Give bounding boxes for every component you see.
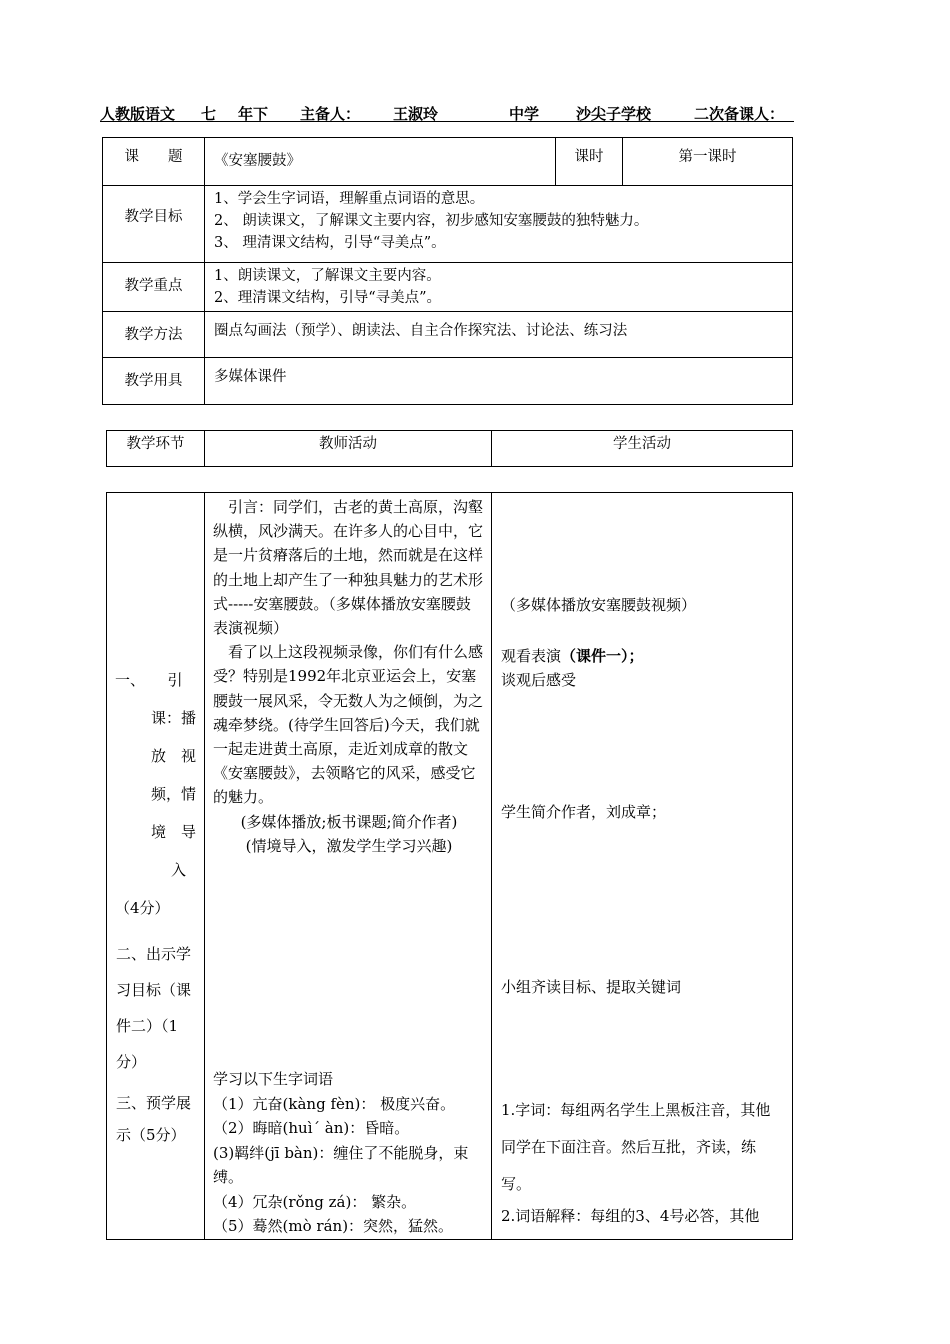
teacher-column (205, 493, 492, 1240)
student-feel: 谈观后感受 (501, 671, 577, 689)
vocab-item: （1）亢奋(kàng fèn)： 极度兴奋。 (213, 1094, 456, 1113)
topic-value: 《安塞腰鼓》 (205, 138, 556, 186)
teacher-note-1: (多媒体播放;板书课题;简介作者) (240, 812, 458, 831)
stage-header: 教学环节 (107, 431, 205, 467)
school-type: 中学 (509, 105, 540, 123)
focus-list (205, 263, 793, 312)
stage-3 (116, 1087, 202, 1151)
stage-1-title: 一、 引 (115, 671, 183, 689)
stage-2-line: 件二）（1 (116, 1017, 179, 1035)
focus-item: 1、朗读课文，了解课文主要内容。 (214, 268, 441, 284)
student-column (492, 493, 793, 1240)
teacher-intro-block (213, 495, 485, 858)
goal-item: 1、学会生字词语，理解重点词语的意思。 (214, 191, 485, 207)
stage-1-line: 课：播 (151, 709, 197, 727)
tools-value: 多媒体课件 (205, 358, 793, 405)
student-word-task-1: 1.字词：每组两名学生上黑板注音，其他同学在下面注音。然后互批，齐读，练写。 (501, 1101, 771, 1193)
teacher-header: 教师活动 (205, 431, 492, 467)
stage-1-line: 入 (171, 861, 187, 879)
grade: 七 (201, 105, 217, 123)
tools-label: 教学用具 (103, 358, 205, 405)
teacher-intro: 引言：同学们，古老的黄土高原，沟壑纵横，风沙满天。在许多人的心目中，它是一片贫瘠落后的土地，然而就是在这样的土地上却产生了一种独具魅力的艺术形式-----安塞腰鼓。（多媒体播放安塞腰鼓表演视频） (213, 498, 484, 638)
student-header: 学生活动 (492, 431, 793, 467)
vocab-title: 学习以下生字词语 (213, 1070, 334, 1088)
goal-item: 3、 理清课文结构，引导“寻美点”。 (214, 235, 446, 251)
stage-2 (116, 936, 202, 1080)
second-preparer-label: 二次备课人： (694, 105, 785, 123)
teacher-note-2: (情境导入，激发学生学习兴趣) (245, 836, 453, 855)
student-watch (501, 644, 785, 692)
method-label: 教学方法 (103, 312, 205, 358)
document-header (100, 103, 794, 122)
stage-1-line: 境 导 (151, 823, 197, 841)
lesson-info-table (102, 137, 793, 405)
focus-label: 教学重点 (103, 263, 205, 312)
student-goals-read: 小组齐读目标、提取关键词 (501, 978, 682, 996)
period-value: 第一课时 (623, 138, 793, 186)
stage-3-line: 三、预学展 (116, 1094, 192, 1112)
lead-name: 王淑玲 (393, 105, 439, 123)
publisher: 人教版语文 (100, 105, 176, 123)
lead-label: 主备人： (300, 105, 361, 123)
school-name: 沙尖子学校 (576, 105, 652, 123)
focus-item: 2、理清课文结构，引导“寻美点”。 (214, 290, 442, 306)
process-table (106, 492, 793, 1240)
vocab-item: （5）蓦然(mò rán)：突然，猛然。 (213, 1217, 454, 1235)
student-watch-text: 观看表演 (501, 647, 562, 665)
teacher-question: 看了以上这段视频录像，你们有什么感受？特别是1992年北京亚运会上，安塞腰鼓一展风采，令无数人为之倾倒，为之魂牵梦绕。(待学生回答后)今天，我们就一起走进黄土高原，走近刘成章的散文《安塞腰鼓》，去领略它的风采，感受它的魅力。 (213, 643, 484, 807)
goal-item: 2、 朗读课文，了解课文主要内容，初步感知安塞腰鼓的独特魅力。 (214, 213, 649, 229)
student-video: （多媒体播放安塞腰鼓视频） (501, 596, 697, 614)
vocab-item: （2）晦暗(huìˊ àn)：昏暗。 (213, 1119, 410, 1137)
vocab-block (213, 1067, 485, 1239)
stage-1-line: 放 视 (151, 747, 197, 765)
period-label: 课时 (556, 138, 623, 186)
method-value: 圈点勾画法（预学）、朗读法、自主合作探究法、讨论法、练习法 (205, 312, 793, 358)
stage-2-line: 习目标（课 (116, 981, 192, 999)
stage-1-time: （4分） (115, 899, 170, 917)
goals-label: 教学目标 (103, 186, 205, 263)
stage-1-line: 频，情 (151, 785, 197, 803)
stage-2-line: 分） (116, 1053, 147, 1071)
student-author: 学生简介作者，刘成章； (501, 803, 667, 821)
stage-1 (115, 661, 199, 927)
stage-column (107, 493, 205, 1240)
courseware-1-label: （课件一）； (561, 647, 644, 665)
topic-label: 课 题 (103, 138, 205, 186)
goals-list (205, 186, 793, 263)
stage-1-lines (115, 699, 199, 889)
vocab-item: （4）冗杂(rǒng zá)： 繁杂。 (213, 1192, 417, 1211)
stage-2-line: 二、出示学 (116, 945, 192, 963)
stage-3-line: 示（5分） (116, 1126, 186, 1144)
term: 年下 (238, 105, 269, 123)
student-word-task-2: 2.词语解释：每组的3、4号必答，其他 (501, 1207, 760, 1225)
process-header-table (106, 430, 793, 467)
vocab-item: (3)羁绊(jī bàn)：缠住了不能脱身，束缚。 (213, 1143, 469, 1186)
student-words (501, 1092, 785, 1229)
